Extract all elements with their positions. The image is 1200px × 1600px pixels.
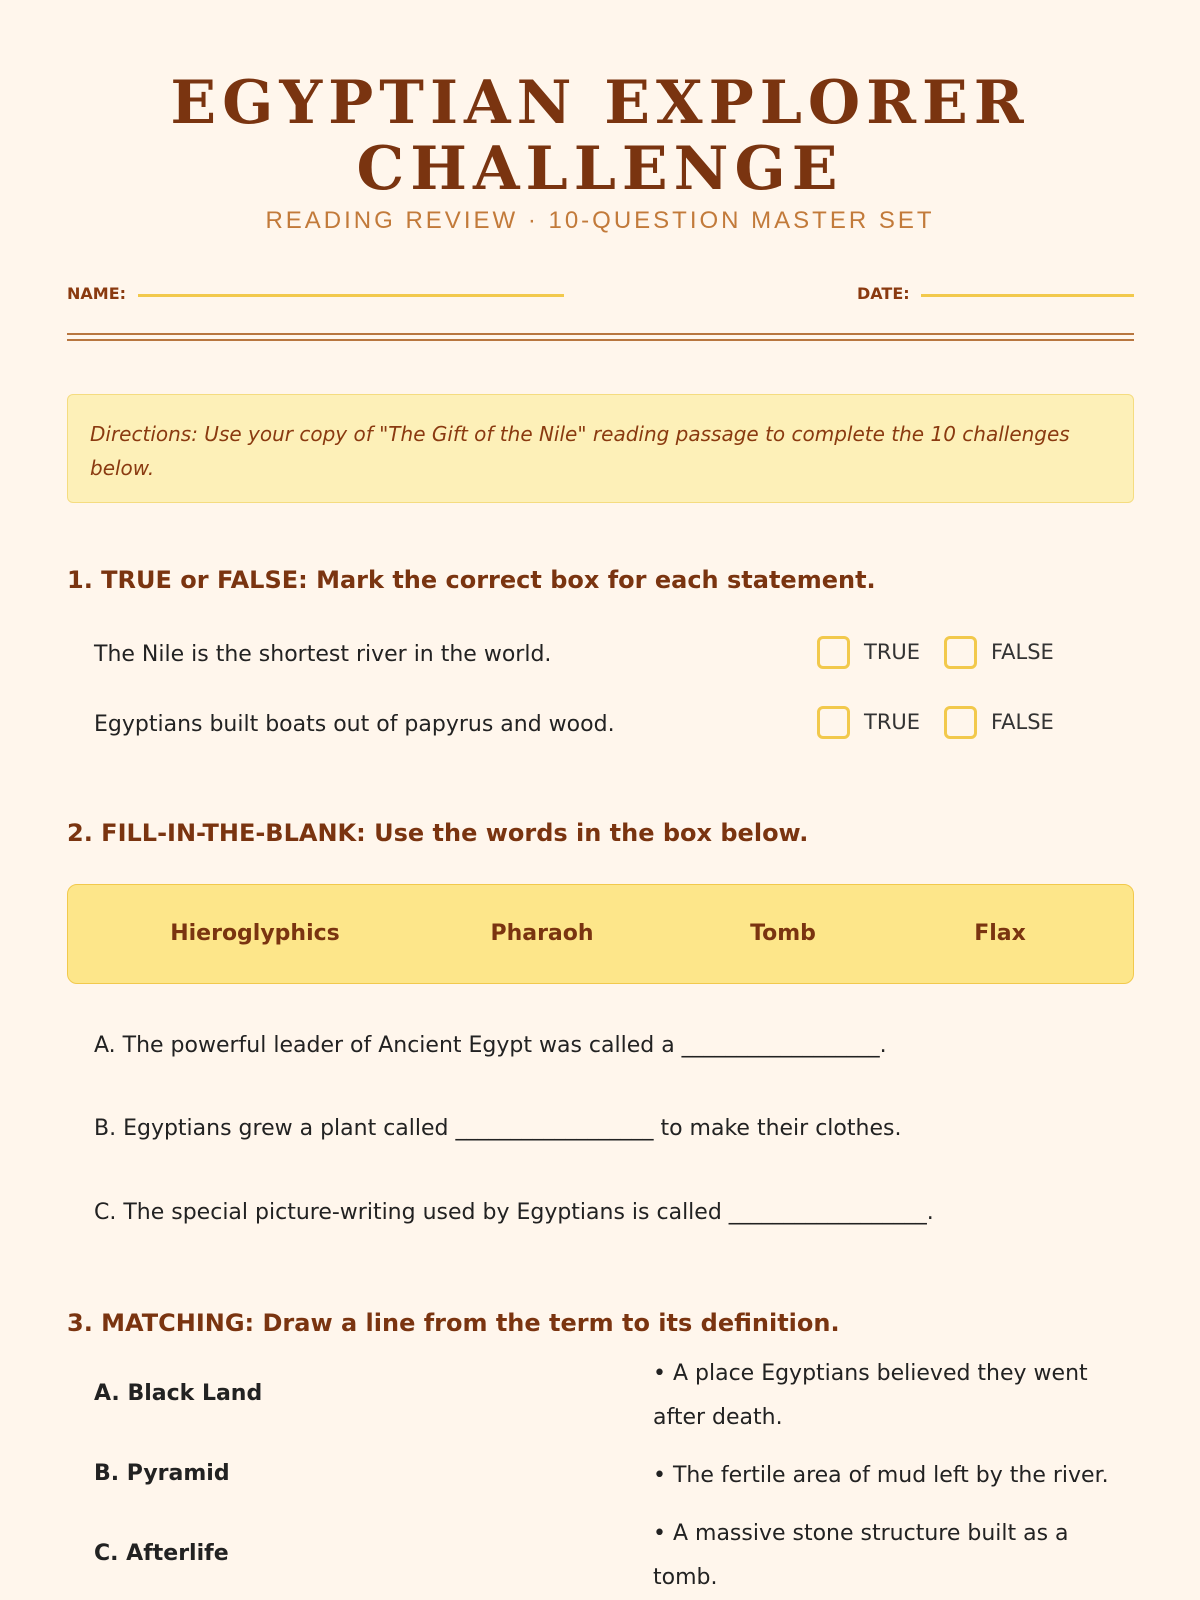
matching-term: B. Pyramid (94, 1461, 230, 1486)
matching-definition: • A place Egyptians believed they went after death. (653, 1361, 1088, 1430)
false-checkbox[interactable] (944, 636, 977, 669)
section-2-heading: 2. FILL-IN-THE-BLANK: Use the words in the box below. (67, 819, 809, 847)
matching-term: C. Afterlife (94, 1541, 229, 1566)
divider-top (67, 333, 1134, 335)
fill-in-sentence: C. The special picture-writing used by Egyptians is called __________________. (94, 1200, 934, 1225)
tf-statement: Egyptians built boats out of papyrus and wood. (94, 712, 615, 737)
name-field[interactable] (138, 294, 564, 297)
tf-row (94, 706, 1094, 746)
false-checkbox[interactable] (944, 706, 977, 739)
false-label: FALSE (991, 710, 1054, 734)
false-label: FALSE (991, 640, 1054, 664)
matching-definition: • A massive stone structure built as a tomb. (653, 1521, 1069, 1590)
date-label: DATE: (857, 284, 910, 303)
word-bank-item: Flax (974, 921, 1026, 946)
section-1-heading: 1. TRUE or FALSE: Mark the correct box for each statement. (67, 566, 876, 594)
true-label: TRUE (864, 640, 921, 664)
section-3-heading: 3. MATCHING: Draw a line from the term to its definition. (67, 1309, 840, 1337)
fill-in-sentence: A. The powerful leader of Ancient Egypt was called a __________________. (94, 1033, 887, 1058)
word-bank (67, 884, 1134, 984)
name-label: NAME: (67, 284, 127, 303)
tf-statement: The Nile is the shortest river in the world. (94, 642, 552, 667)
divider-bottom (67, 339, 1134, 341)
fill-in-sentence: B. Egyptians grew a plant called __________________ to make their clothes. (94, 1116, 902, 1141)
date-field[interactable] (921, 294, 1134, 297)
title-line-1: EGYPTIAN EXPLORER (170, 68, 1030, 138)
page-title (0, 70, 1200, 202)
word-bank-item: Pharaoh (490, 921, 594, 946)
subtitle: READING REVIEW · 10-QUESTION MASTER SET (265, 207, 935, 234)
true-checkbox[interactable] (817, 636, 850, 669)
word-bank-item: Tomb (750, 921, 816, 946)
directions-box: Directions: Use your copy of "The Gift of the Nile" reading passage to complete the 10 challenges below. (67, 394, 1134, 503)
matching-definition: • The fertile area of mud left by the river. (653, 1463, 1109, 1488)
true-checkbox[interactable] (817, 706, 850, 739)
tf-row (94, 636, 1094, 676)
title-line-2: CHALLENGE (356, 134, 844, 204)
matching-term: A. Black Land (94, 1381, 263, 1406)
true-label: TRUE (864, 710, 921, 734)
word-bank-item: Hieroglyphics (170, 921, 340, 946)
